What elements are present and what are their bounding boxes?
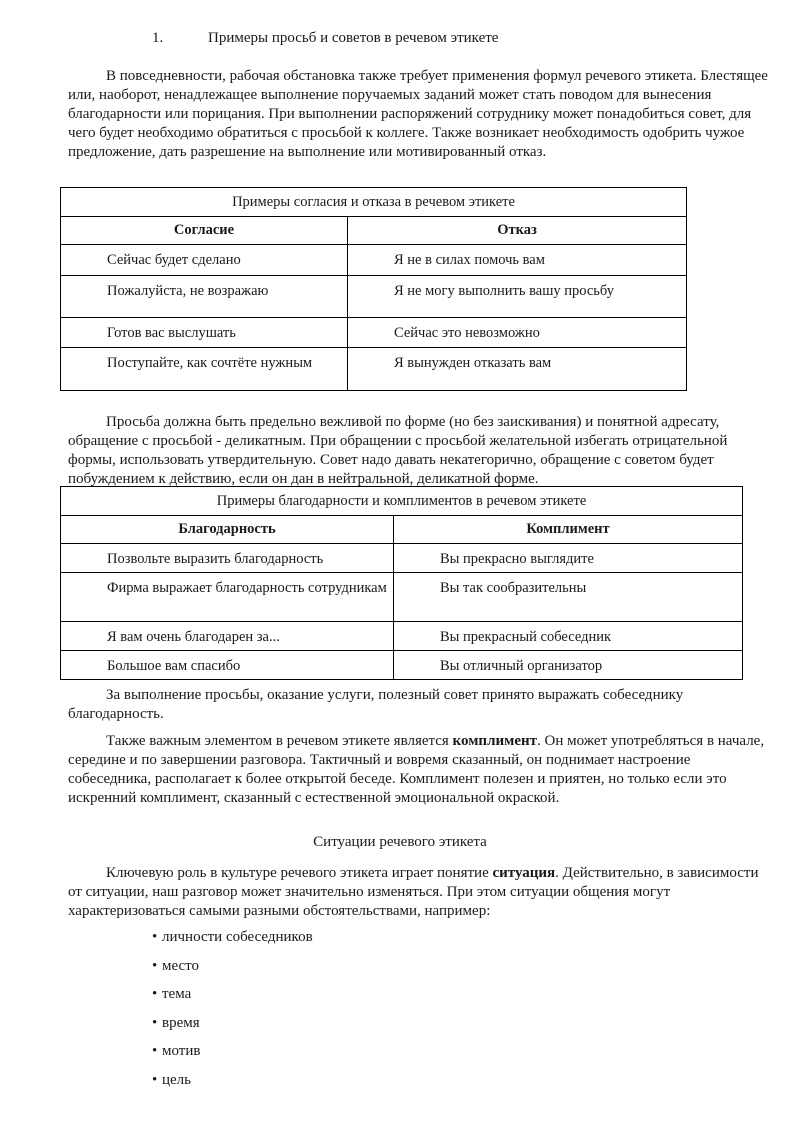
- section-subtitle: Ситуации речевого этикета: [313, 834, 487, 850]
- column-header-refusal: Отказ: [348, 217, 687, 245]
- column-header-consent: Согласие: [61, 217, 348, 245]
- table-row: [61, 651, 743, 680]
- text-run: . Он может употребляться в начале, середине и по завершении разговора. Тактичный и вовремя сказанный, он поднимает настроение собеседника, располагает к более открытой беседе. Комплимент полезен и приятен, но только если это искренний комплимент, сказанный с естественной эмоциональной окраской.: [68, 733, 765, 806]
- table-cell: Большое вам спасибо: [61, 651, 394, 680]
- paragraph-situations: [68, 864, 774, 921]
- table-row: [61, 245, 687, 276]
- bullet-icon: •: [152, 1071, 158, 1088]
- table-row: [61, 622, 743, 651]
- paragraph-intro: В повседневности, рабочая обстановка также требует применения формул речевого этикета. Блестящее или, наоборот, ненадлежащее выполнение поручаемых заданий может стать поводом для вынесения благодарности или порицания. При выполнении распоряжений сотруднику может понадобиться совет, для чего будет необходимо обратиться с просьбой к коллеге. Также возникает необходимость одобрить чужое предложение, дать разрешение на выполнение или мотивированный отказ.: [68, 68, 768, 160]
- bullet-icon: •: [152, 929, 158, 945]
- situation-factors-list: [152, 928, 313, 1100]
- table-cell: Позвольте выразить благодарность: [61, 544, 394, 573]
- table-row: [61, 544, 743, 573]
- table-cell: Вы прекрасно выглядите: [394, 544, 743, 573]
- table-cell: Я вынужден отказать вам: [348, 348, 687, 391]
- table-cell: [61, 573, 394, 622]
- table-cell: Я не могу выполнить вашу просьбу: [348, 276, 687, 318]
- bullet-icon: •: [152, 1014, 158, 1031]
- bold-term-compliment: комплимент: [452, 733, 538, 749]
- text-run: . Действительно, в зависимости от ситуации, наш разговор может значительно изменяться. При этом ситуации общения могут характеризоваться самыми разными обстоятельствами, например:: [68, 865, 759, 919]
- column-header-compliment: Комплимент: [394, 516, 743, 544]
- list-item: • мотив: [152, 1043, 201, 1060]
- bullet-icon: •: [152, 957, 158, 974]
- paragraph-gratitude: За выполнение просьбы, оказание услуги, полезный совет принято выражать собеседнику благодарность.: [68, 687, 684, 722]
- table-cell: Сейчас это невозможно: [348, 318, 687, 348]
- table-cell: Вы отличный организатор: [394, 651, 743, 680]
- bullet-icon: •: [152, 1043, 158, 1060]
- paragraph-compliment: [68, 732, 774, 808]
- table-caption: Примеры благодарности и комплиментов в речевом этикете: [61, 487, 743, 516]
- bold-term-situation: ситуация: [492, 865, 556, 881]
- table-row: [61, 348, 687, 391]
- gratitude-compliment-table: [60, 486, 743, 680]
- text-run: Также важным элементом в речевом этикете является: [106, 733, 453, 749]
- table-cell: Сейчас будет сделано: [61, 245, 348, 276]
- heading-number: 1.: [152, 30, 164, 46]
- list-item: • тема: [152, 986, 192, 1003]
- table-cell: Пожалуйста, не возражаю: [61, 276, 348, 318]
- column-header-gratitude: Благодарность: [61, 516, 394, 544]
- table-cell-text: Фирма выражает благодарность сотрудникам: [107, 580, 387, 596]
- heading-title: Примеры просьб и советов в речевом этикете: [208, 30, 499, 46]
- table-cell: Готов вас выслушать: [61, 318, 348, 348]
- text-run: Ключевую роль в культуре речевого этикета играет понятие: [106, 865, 493, 881]
- table-cell: Поступайте, как сочтёте нужным: [61, 348, 348, 391]
- list-item: • время: [152, 1014, 200, 1031]
- list-item: • цель: [152, 1071, 192, 1088]
- table-row: [61, 573, 743, 622]
- list-item: • место: [152, 957, 200, 974]
- table-caption: Примеры согласия и отказа в речевом этикете: [61, 188, 687, 217]
- consent-refusal-table: [60, 187, 687, 391]
- table-cell: Я вам очень благодарен за...: [61, 622, 394, 651]
- paragraph-requests: Просьба должна быть предельно вежливой по форме (но без заискивания) и понятной адресату, обращение с просьбой - деликатным. При обращении с просьбой желательной избегать отрицательной формы, использовать утвердительную. Совет надо давать некатегорично, обращение с советом будет побуждением к действию, если он дан в нейтральной, деликатной форме.: [68, 414, 728, 487]
- table-row: [61, 276, 687, 318]
- section-heading: [152, 29, 752, 48]
- table-row: [61, 318, 687, 348]
- table-cell: Вы так сообразительны: [394, 573, 743, 622]
- bullet-icon: •: [152, 986, 158, 1003]
- table-cell: Вы прекрасный собеседник: [394, 622, 743, 651]
- table-cell: Я не в силах помочь вам: [348, 245, 687, 276]
- list-item: • личности собеседников: [152, 929, 313, 945]
